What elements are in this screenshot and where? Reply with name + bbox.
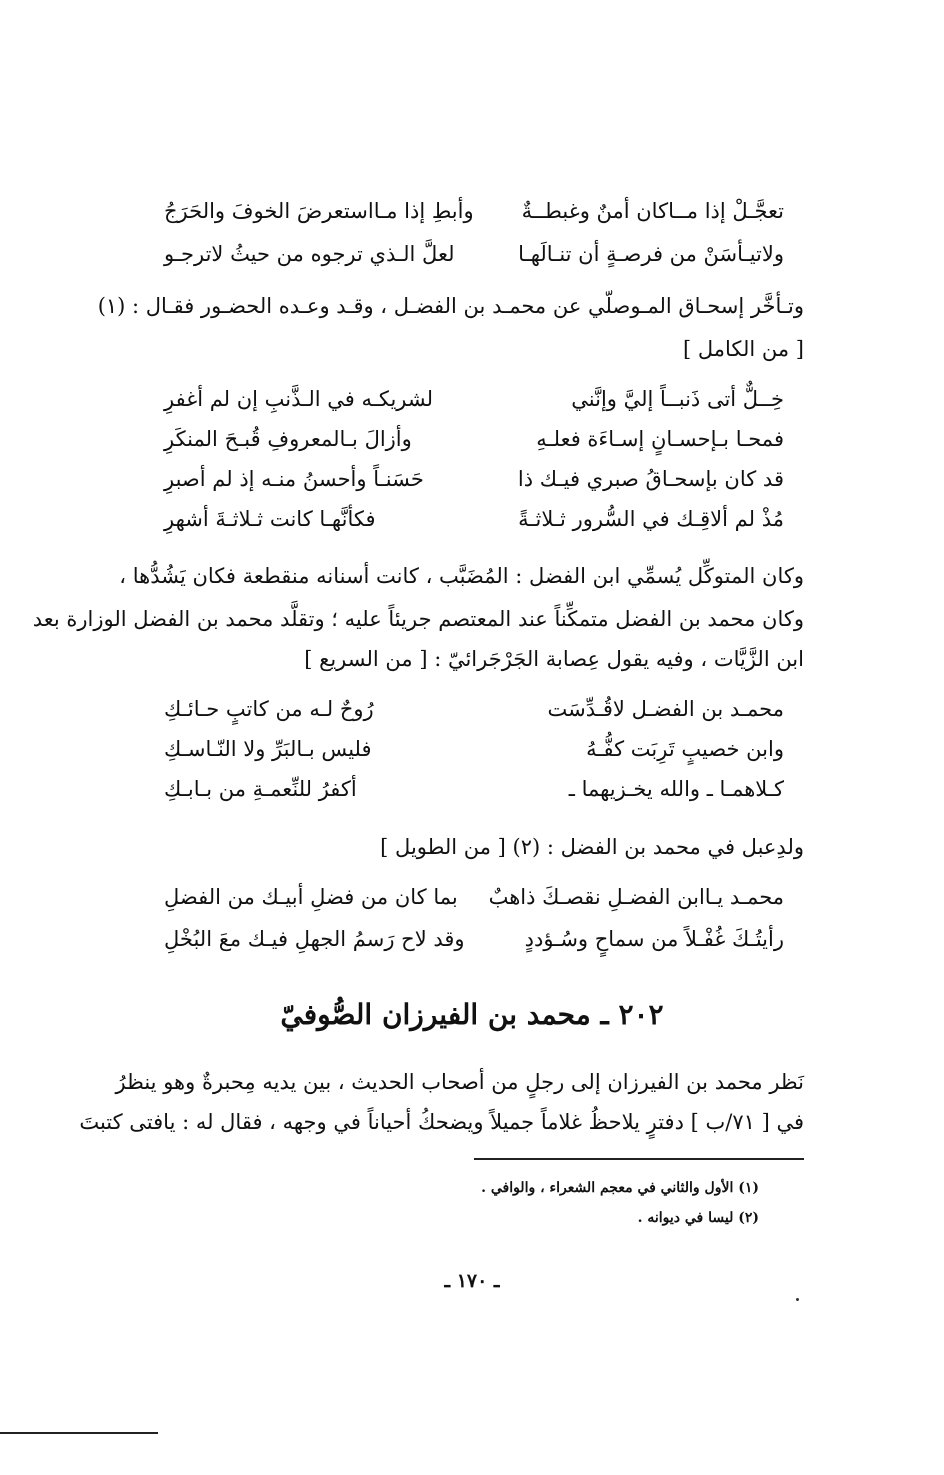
page-number: ـ ١٧٠ ـ bbox=[444, 1270, 500, 1292]
hemistich-first: قد كان بإسحـاقُ صبري فيـك ذا bbox=[517, 467, 784, 491]
hemistich-second: فكأنَّهـا كانت ثـلاثـةَ أشهرِ bbox=[164, 507, 376, 531]
hemistich-second: حَسَنـاً وأحسنُ منـه إذ لم أصبرِ bbox=[164, 467, 424, 491]
hemistich-first: رأيتُـكَ غُفْـلاً من سماحٍ وسُـؤددٍ bbox=[524, 927, 784, 951]
prose-line: نَظر محمد بن الفيرزان إلى رجلٍ من أصحاب الحديث ، بين يديه مِحبرةٌ وهو ينظرُ bbox=[115, 1070, 804, 1094]
verse-line bbox=[164, 460, 784, 498]
verse-line bbox=[164, 690, 784, 728]
hemistich-second: رُوحٌ لـه من كاتبٍ حـائـكِ bbox=[164, 697, 374, 721]
verse-line bbox=[164, 730, 784, 768]
scan-speck bbox=[796, 1298, 799, 1301]
hemistich-first: محمـد يـاابن الفضـلِ نقصـكَ ذاهبٌ bbox=[488, 885, 784, 909]
footnote: (١) الأول والثاني في معجم الشعراء ، والوافي . bbox=[481, 1180, 759, 1196]
hemistich-first: ولاتيـأسَنْ من فرصـةٍ أن تنـالَهـا bbox=[518, 242, 784, 266]
hemistich-second: وأبطِ إذا مـااستعرضَ الخوفَ والحَرَجُ bbox=[164, 199, 474, 223]
hemistich-first: محمـد بن الفضـل لاقُـدِّسَت bbox=[547, 697, 784, 721]
prose-line: وكان محمد بن الفضل متمكِّناً عند المعتصم جريئاً عليه ؛ وتقلَّد محمد بن الفضل الوزارة بعد bbox=[32, 607, 804, 631]
hemistich-first: فمحـا بـإحسـانٍ إسـاءَة فعلـهِ bbox=[536, 427, 784, 451]
section-heading: ٢٠٢ ـ محمد بن الفيرزان الصُّوفيّ bbox=[280, 998, 664, 1031]
hemistich-second: فليس بـالبَرِّ ولا النّـاسـكِ bbox=[164, 737, 372, 761]
margin-rule bbox=[0, 1432, 158, 1434]
verse-line bbox=[164, 235, 784, 273]
verse-line bbox=[164, 420, 784, 458]
verse-line bbox=[164, 500, 784, 538]
verse-line bbox=[164, 920, 784, 958]
footnote: (٢) ليسا في ديوانه . bbox=[637, 1210, 759, 1226]
verse-line bbox=[164, 380, 784, 418]
prose-line: في [ ٧١/ب ] دفترٍ يلاحظُ غلاماً جميلاً ويضحكُ أحياناً في وجهه ، فقال له : يافتى كتبتَ bbox=[79, 1110, 804, 1134]
hemistich-first: كـلاهمـا ـ والله يخـزيهما ـ bbox=[568, 777, 784, 801]
hemistich-first: وابن خصيبٍ تَرِبَت كفُّـهُ bbox=[586, 737, 784, 761]
prose-line: ابن الزَّيَّات ، وفيه يقول عِصابة الجَرْجَرائيّ : [ من السريع ] bbox=[304, 647, 804, 671]
hemistich-first: تعجَّـلْ إذا مــاكان أمنٌ وغبطــةٌ bbox=[521, 199, 784, 223]
hemistich-first: مُذْ لم ألاقِـك في السُّرور ثـلاثـةً bbox=[518, 507, 784, 531]
prose-line: وكان المتوكِّل يُسمِّي ابن الفضل : المُضَبَّب ، كانت أسنانه منقطعة فكان يَشُدُّها ، bbox=[119, 564, 804, 588]
verse-line bbox=[164, 878, 784, 916]
hemistich-second: وأزالَ بـالمعروفِ قُبـحَ المنكَرِ bbox=[164, 427, 412, 451]
hemistich-second: لعلَّ الـذي ترجوه من حيثُ لاترجـو bbox=[164, 242, 455, 266]
prose-line: ولدِعبل في محمد بن الفضل : (٢) [ من الطويل ] bbox=[380, 835, 804, 859]
footnote-rule bbox=[474, 1158, 804, 1160]
hemistich-second: وقد لاح رَسمُ الجهلِ فيـك معَ البُخْلِ bbox=[164, 927, 465, 951]
hemistich-first: خِــلٌّ أتى ذَنبــاً إليَّ وإنَّني bbox=[571, 387, 784, 411]
verse-line bbox=[164, 770, 784, 808]
hemistich-second: لشريكـه في الـذَّنبِ إن لم أغفرِ bbox=[164, 387, 434, 411]
meter-label: [ من الكامل ] bbox=[682, 337, 804, 361]
hemistich-second: أكفرُ للنِّعمـةِ من بـابـكِ bbox=[164, 777, 357, 801]
hemistich-second: بما كان من فضلِ أبيـك من الفضلِ bbox=[164, 885, 458, 909]
verse-line bbox=[164, 192, 784, 230]
prose-line: وتـأخَّر إسحـاق المـوصلّي عن محمـد بن الفضـل ، وقـد وعـده الحضـور فقـال : (١) bbox=[97, 294, 804, 318]
